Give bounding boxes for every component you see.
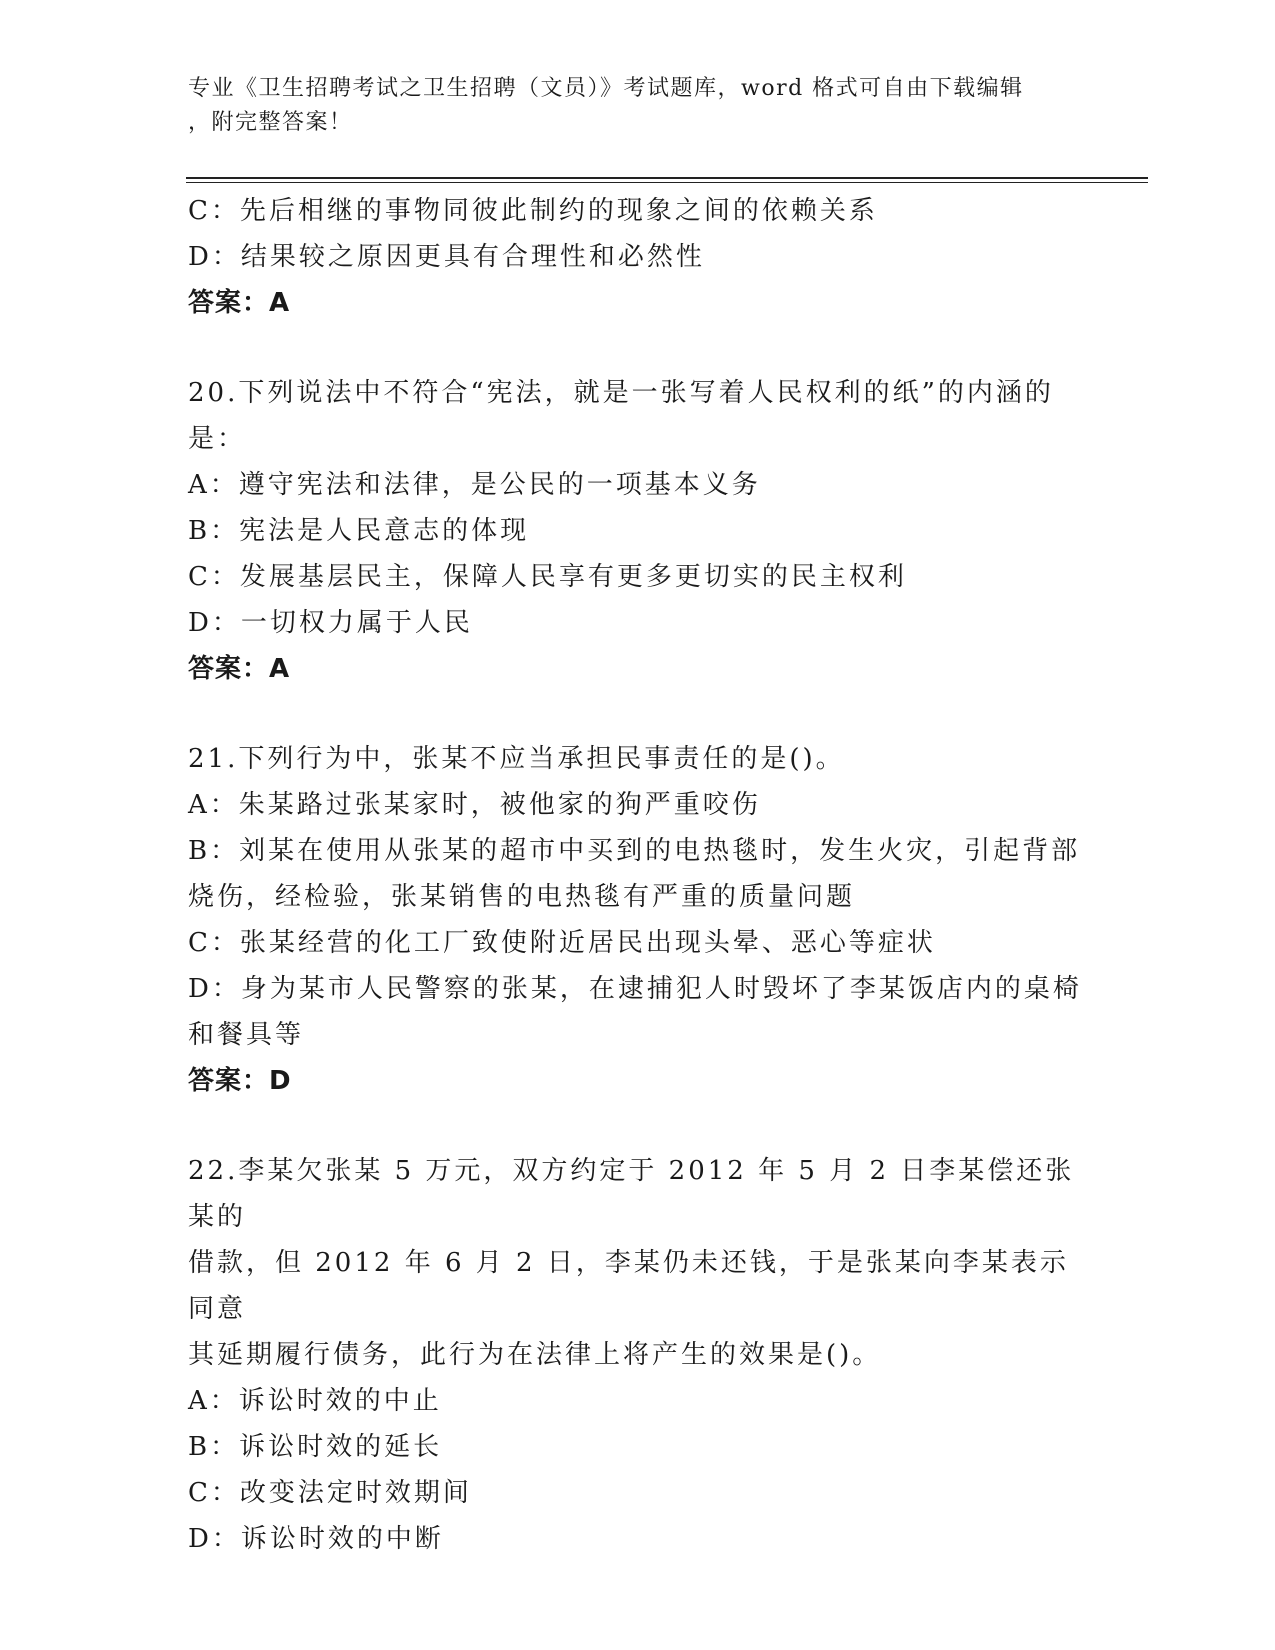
option-c: C：先后相继的事物同彼此制约的现象之间的依赖关系 — [188, 196, 878, 226]
option-a: A：诉讼时效的中止 — [188, 1386, 442, 1416]
answer-label: 答案：A — [188, 654, 291, 684]
option-b: B：诉讼时效的延长 — [188, 1432, 443, 1462]
option-a: A：遵守宪法和法律，是公民的一项基本义务 — [188, 470, 761, 500]
answer-label: 答案：D — [188, 1066, 292, 1096]
answer-label: 答案：A — [188, 288, 291, 318]
option-d: D：身为某市人民警察的张某，在逮捕犯人时毁坏了李某饭店内的桌椅 — [188, 974, 1082, 1004]
option-c: C：改变法定时效期间 — [188, 1478, 472, 1508]
option-c: C：发展基层民主，保障人民享有更多更切实的民主权利 — [188, 562, 907, 592]
header-line-1: 专业《卫生招聘考试之卫生招聘（文员）》考试题库，word 格式可自由下载编辑 — [188, 76, 1024, 101]
question-stem-cont: 其延期履行债务，此行为在法律上将产生的效果是()。 — [188, 1340, 882, 1370]
option-d: D：结果较之原因更具有合理性和必然性 — [188, 242, 705, 272]
option-d: D：一切权力属于人民 — [188, 608, 473, 638]
option-d: D：诉讼时效的中断 — [188, 1524, 444, 1554]
question-list — [188, 188, 1088, 1562]
option-b: B：宪法是人民意志的体现 — [188, 516, 530, 546]
header-line-2: ，附完整答案！ — [188, 110, 353, 135]
document-header — [188, 72, 1068, 140]
header-rule-thin — [186, 182, 1148, 183]
question-22 — [188, 1148, 1088, 1562]
question-20 — [188, 370, 1088, 692]
question-19-tail — [188, 188, 1088, 326]
question-21 — [188, 736, 1088, 1104]
option-d-cont: 和餐具等 — [188, 1020, 305, 1050]
question-stem: 20.下列说法中不符合“宪法，就是一张写着人民权利的纸”的内涵的 — [188, 378, 1054, 408]
question-stem-cont: 是： — [188, 424, 247, 454]
option-c: C：张某经营的化工厂致使附近居民出现头晕、恶心等症状 — [188, 928, 936, 958]
question-stem-cont: 借款，但 2012 年 6 月 2 日，李某仍未还钱，于是张某向李某表示同意 — [188, 1248, 1069, 1324]
header-rule-thick — [186, 177, 1148, 179]
question-stem: 21.下列行为中，张某不应当承担民事责任的是()。 — [188, 744, 845, 774]
option-a: A：朱某路过张某家时，被他家的狗严重咬伤 — [188, 790, 761, 820]
question-stem: 22.李某欠张某 5 万元，双方约定于 2012 年 5 月 2 日李某偿还张某的 — [188, 1156, 1075, 1232]
option-b-cont: 烧伤，经检验，张某销售的电热毯有严重的质量问题 — [188, 882, 856, 912]
option-b: B：刘某在使用从张某的超市中买到的电热毯时，发生火灾，引起背部 — [188, 836, 1081, 866]
